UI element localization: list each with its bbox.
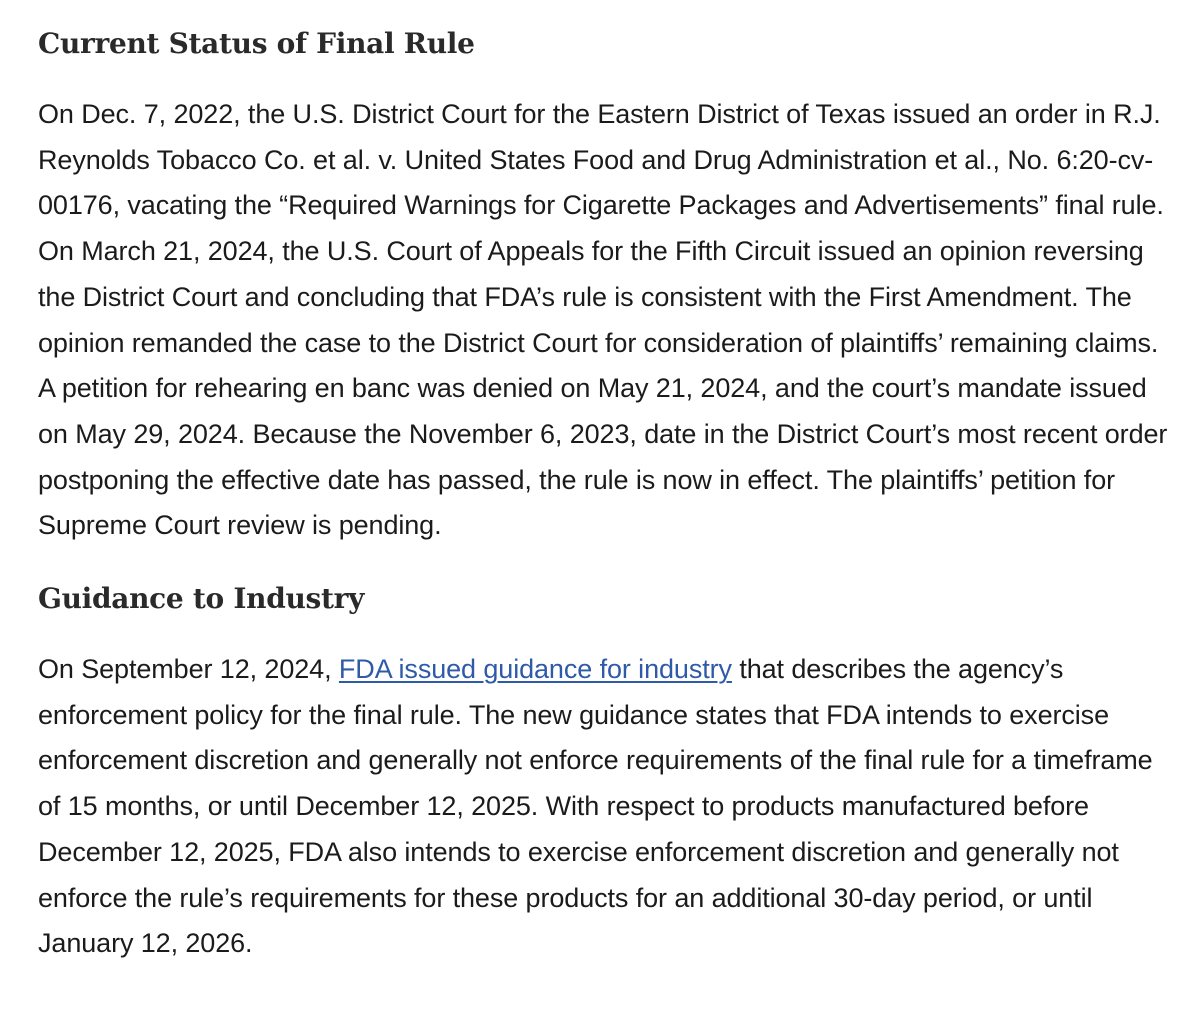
guidance-section — [38, 577, 1178, 967]
article-content — [38, 22, 1178, 967]
guidance-paragraph — [38, 647, 1178, 967]
guidance-for-industry-link[interactable]: FDA issued guidance for industry — [338, 654, 732, 685]
guidance-text-after-link: that describes the agency’s enforcement policy for the final rule. The new guidance states that FDA intends to exercise enforcement discretion and generally not enforce requirements of the final rule for a timeframe of 15 months, or until December 12, 2025. With respect to products manufactured before December 12, 2025, FDA also intends to exercise enforcement discretion and generally not enforce the rule’s requirements for these products for an additional 30-day period, or until January 12, 2026. — [38, 654, 1153, 959]
current-status-heading: Current Status of Final Rule — [38, 27, 475, 60]
current-status-paragraph: On Dec. 7, 2022, the U.S. District Court for the Eastern District of Texas issued an order in R.J. Reynolds Tobacco Co. et al. v. United States Food and Drug Administration et al., No. 6:20-cv-00176, vacating the “Required Warnings for Cigarette Packages and Advertisements” final rule. On March 21, 2024, the U.S. Court of Appeals for the Fifth Circuit issued an opinion reversing the District Court and concluding that FDA’s rule is consistent with the First Amendment. The opinion remanded the case to the District Court for consideration of plaintiffs’ remaining claims. A petition for rehearing en banc was denied on May 21, 2024, and the court’s mandate issued on May 29, 2024. Because the November 6, 2023, date in the District Court’s most recent order postponing the effective date has passed, the rule is now in effect. The plaintiffs’ petition for Supreme Court review is pending. — [38, 99, 1168, 541]
guidance-heading: Guidance to Industry — [38, 582, 365, 616]
guidance-text-before-link: On September 12, 2024, — [38, 654, 339, 685]
current-status-section — [38, 22, 1178, 549]
